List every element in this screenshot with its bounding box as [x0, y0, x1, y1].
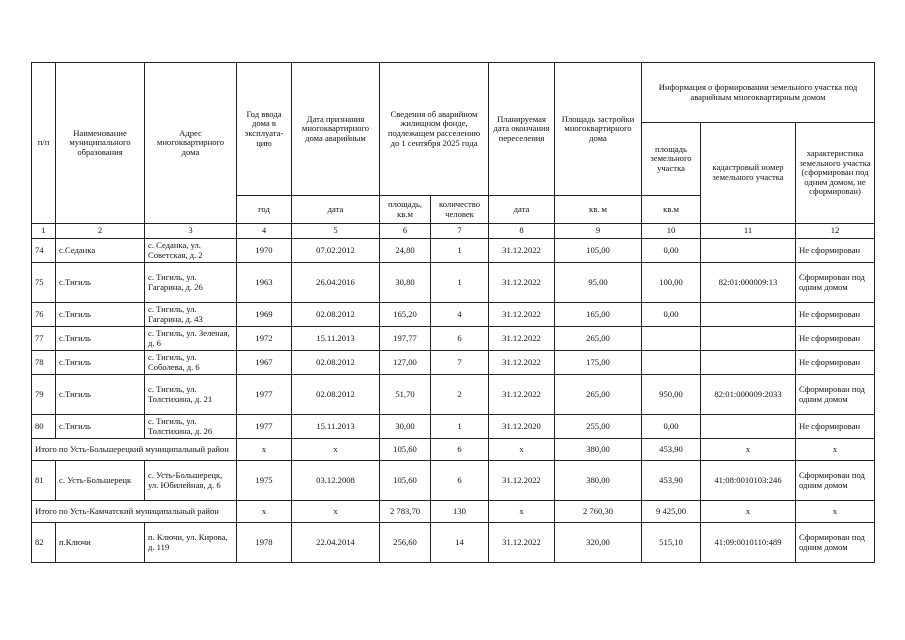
row-land-char: Не сформирован	[796, 239, 875, 263]
row-municipality: с.Тигиль	[56, 415, 145, 439]
header-fund-info: Сведения об аварийном жилищном фонде, подлежащем расселению до 1 сентября 2025 года	[380, 63, 489, 196]
col-number: 8	[489, 224, 555, 239]
row-area: 30,80	[380, 263, 431, 303]
col-number: 2	[56, 224, 145, 239]
row-emergency-date: 03.12.2008	[292, 461, 380, 501]
total-cell: 105,60	[380, 439, 431, 461]
row-people: 1	[431, 415, 489, 439]
unit-sqm2: кв.м	[642, 196, 701, 224]
row-built-area: 380,00	[555, 461, 642, 501]
row-number: 74	[32, 239, 56, 263]
row-municipality: с.Седанка	[56, 239, 145, 263]
row-built-area: 265,00	[555, 327, 642, 351]
row-year: 1972	[237, 327, 292, 351]
header-emergency-date: Дата признания многоквартирного дома аварийным	[292, 63, 380, 196]
row-year: 1977	[237, 375, 292, 415]
unit-sqm: кв. м	[555, 196, 642, 224]
total-row	[32, 439, 875, 461]
row-municipality: с.Тигиль	[56, 375, 145, 415]
row-cadastral: 41:09:0010110:489	[701, 523, 796, 563]
row-planned-date: 31.12.2022	[489, 461, 555, 501]
row-people: 2	[431, 375, 489, 415]
row-number: 79	[32, 375, 56, 415]
row-year: 1975	[237, 461, 292, 501]
row-area: 30,00	[380, 415, 431, 439]
col-number: 1	[32, 224, 56, 239]
table-row	[32, 461, 875, 501]
header-address: Адрес многоквартирного дома	[145, 63, 237, 224]
total-cell: x	[489, 501, 555, 523]
table-row	[32, 303, 875, 327]
row-emergency-date: 02.08.2012	[292, 375, 380, 415]
row-cadastral	[701, 415, 796, 439]
row-address: с. Тигиль, ул. Зеленая, д. 6	[145, 327, 237, 351]
table-row	[32, 327, 875, 351]
col-number: 12	[796, 224, 875, 239]
row-number: 80	[32, 415, 56, 439]
row-address: с. Тигиль, ул. Толстихина, д. 26	[145, 415, 237, 439]
row-land-area: 453,90	[642, 461, 701, 501]
total-cell: 130	[431, 501, 489, 523]
col-number: 6	[380, 224, 431, 239]
row-land-area: 515,10	[642, 523, 701, 563]
row-people: 4	[431, 303, 489, 327]
column-number-row	[32, 224, 875, 239]
row-planned-date: 31.12.2022	[489, 327, 555, 351]
unit-date2: дата	[489, 196, 555, 224]
row-address: п. Ключи, ул. Кирова, д. 119	[145, 523, 237, 563]
row-people: 1	[431, 263, 489, 303]
row-people: 6	[431, 327, 489, 351]
row-emergency-date: 02.08.2012	[292, 351, 380, 375]
row-built-area: 265,00	[555, 375, 642, 415]
row-municipality: с.Тигиль	[56, 327, 145, 351]
row-land-char: Сформирован под одним домом	[796, 375, 875, 415]
row-emergency-date: 07.02.2012	[292, 239, 380, 263]
row-cadastral: 82:01:000009:2033	[701, 375, 796, 415]
row-year: 1970	[237, 239, 292, 263]
unit-area: площадь, кв.м	[380, 196, 431, 224]
row-people: 7	[431, 351, 489, 375]
header-land-char: характеристика земельного участка (сформирован под одним домом, не сформирован)	[796, 123, 875, 224]
row-land-area: 0,00	[642, 239, 701, 263]
header-planned-date: Планируемая дата окончания переселения	[489, 63, 555, 196]
row-municipality: с.Тигиль	[56, 263, 145, 303]
row-emergency-date: 15.11.2013	[292, 327, 380, 351]
row-area: 197,77	[380, 327, 431, 351]
table-body	[32, 224, 875, 563]
total-cell: x	[237, 439, 292, 461]
row-people: 14	[431, 523, 489, 563]
row-cadastral	[701, 351, 796, 375]
table-row	[32, 375, 875, 415]
unit-people: количество человек	[431, 196, 489, 224]
total-cell: 453,90	[642, 439, 701, 461]
row-address: с. Тигиль, ул. Гагарина, д. 43	[145, 303, 237, 327]
header-year-commission: Год ввода дома в эксплуата-цию	[237, 63, 292, 196]
row-area: 24,80	[380, 239, 431, 263]
header-pp: п/п	[32, 63, 56, 224]
row-built-area: 165,00	[555, 303, 642, 327]
row-number: 82	[32, 523, 56, 563]
row-land-char: Сформирован под одним домом	[796, 263, 875, 303]
total-label: Итого по Усть-Большерецкий муниципальный район	[32, 439, 237, 461]
col-number: 11	[701, 224, 796, 239]
row-area: 165,20	[380, 303, 431, 327]
row-area: 51,70	[380, 375, 431, 415]
row-cadastral: 41:08:0010103:246	[701, 461, 796, 501]
row-number: 77	[32, 327, 56, 351]
row-cadastral	[701, 327, 796, 351]
table-row	[32, 523, 875, 563]
table-row	[32, 415, 875, 439]
col-number: 4	[237, 224, 292, 239]
row-built-area: 255,00	[555, 415, 642, 439]
row-cadastral	[701, 239, 796, 263]
row-address: с. Тигиль, ул. Соболева, д. 6	[145, 351, 237, 375]
row-address: с. Усть-Большерецк, ул. Юбилейная, д. 6	[145, 461, 237, 501]
row-land-char: Сформирован под одним домом	[796, 461, 875, 501]
table-row	[32, 351, 875, 375]
total-cell: 2 783,70	[380, 501, 431, 523]
row-land-area: 0,00	[642, 303, 701, 327]
row-area: 127,00	[380, 351, 431, 375]
header-land-area: площадь земельного участка	[642, 123, 701, 196]
row-planned-date: 31.12.2022	[489, 263, 555, 303]
row-land-char: Сформирован под одним домом	[796, 523, 875, 563]
row-built-area: 95,00	[555, 263, 642, 303]
total-cell: 9 425,00	[642, 501, 701, 523]
col-number: 7	[431, 224, 489, 239]
total-cell: x	[237, 501, 292, 523]
row-built-area: 105,00	[555, 239, 642, 263]
row-land-char: Не сформирован	[796, 327, 875, 351]
row-planned-date: 31.12.2022	[489, 351, 555, 375]
row-number: 81	[32, 461, 56, 501]
row-year: 1963	[237, 263, 292, 303]
total-cell: x	[701, 501, 796, 523]
row-cadastral: 82:01:000009:13	[701, 263, 796, 303]
row-land-area: 950,00	[642, 375, 701, 415]
row-planned-date: 31.12.2022	[489, 239, 555, 263]
row-planned-date: 31.12.2020	[489, 415, 555, 439]
row-emergency-date: 26.04.2016	[292, 263, 380, 303]
row-municipality: с.Тигиль	[56, 351, 145, 375]
total-cell: x	[292, 439, 380, 461]
header-built-area: Площадь застройки многоквартирного дома	[555, 63, 642, 196]
header-municipality: Наименование муниципального образования	[56, 63, 145, 224]
total-row	[32, 501, 875, 523]
row-built-area: 320,00	[555, 523, 642, 563]
row-land-area	[642, 327, 701, 351]
row-emergency-date: 15.11.2013	[292, 415, 380, 439]
total-cell: x	[701, 439, 796, 461]
header-land-info: Информация о формировании земельного участка под аварийным многоквартирным домом	[642, 63, 875, 123]
col-number: 9	[555, 224, 642, 239]
total-cell: 380,00	[555, 439, 642, 461]
row-year: 1977	[237, 415, 292, 439]
row-year: 1967	[237, 351, 292, 375]
row-land-char: Не сформирован	[796, 351, 875, 375]
total-cell: x	[796, 439, 875, 461]
row-number: 75	[32, 263, 56, 303]
row-planned-date: 31.12.2022	[489, 375, 555, 415]
row-number: 76	[32, 303, 56, 327]
row-address: с. Седанка, ул. Советская, д. 2	[145, 239, 237, 263]
total-cell: x	[292, 501, 380, 523]
col-number: 3	[145, 224, 237, 239]
row-municipality: с. Усть-Большерецк	[56, 461, 145, 501]
row-planned-date: 31.12.2022	[489, 303, 555, 327]
row-built-area: 175,00	[555, 351, 642, 375]
row-address: с. Тигиль, ул. Толстихина, д. 21	[145, 375, 237, 415]
row-municipality: п.Ключи	[56, 523, 145, 563]
emergency-housing-table	[31, 62, 875, 563]
row-emergency-date: 22.04.2014	[292, 523, 380, 563]
header-cadastral: кадастровый номер земельного участка	[701, 123, 796, 224]
row-area: 256,60	[380, 523, 431, 563]
unit-date: дата	[292, 196, 380, 224]
row-land-char: Не сформирован	[796, 303, 875, 327]
unit-year: год	[237, 196, 292, 224]
row-planned-date: 31.12.2022	[489, 523, 555, 563]
table-row	[32, 239, 875, 263]
row-number: 78	[32, 351, 56, 375]
row-cadastral	[701, 303, 796, 327]
table-row	[32, 263, 875, 303]
total-cell: 2 760,30	[555, 501, 642, 523]
row-emergency-date: 02.08.2012	[292, 303, 380, 327]
total-label: Итого по Усть-Камчатский муниципальный район	[32, 501, 237, 523]
total-cell: x	[489, 439, 555, 461]
row-address: с. Тигиль, ул. Гагарина, д. 26	[145, 263, 237, 303]
col-number: 5	[292, 224, 380, 239]
col-number: 10	[642, 224, 701, 239]
row-year: 1969	[237, 303, 292, 327]
row-people: 1	[431, 239, 489, 263]
total-cell: x	[796, 501, 875, 523]
row-land-area	[642, 351, 701, 375]
row-municipality: с.Тигиль	[56, 303, 145, 327]
row-area: 105,60	[380, 461, 431, 501]
total-cell: 6	[431, 439, 489, 461]
row-people: 6	[431, 461, 489, 501]
row-land-area: 0,00	[642, 415, 701, 439]
row-land-area: 100,00	[642, 263, 701, 303]
row-land-char: Не сформирован	[796, 415, 875, 439]
row-year: 1978	[237, 523, 292, 563]
